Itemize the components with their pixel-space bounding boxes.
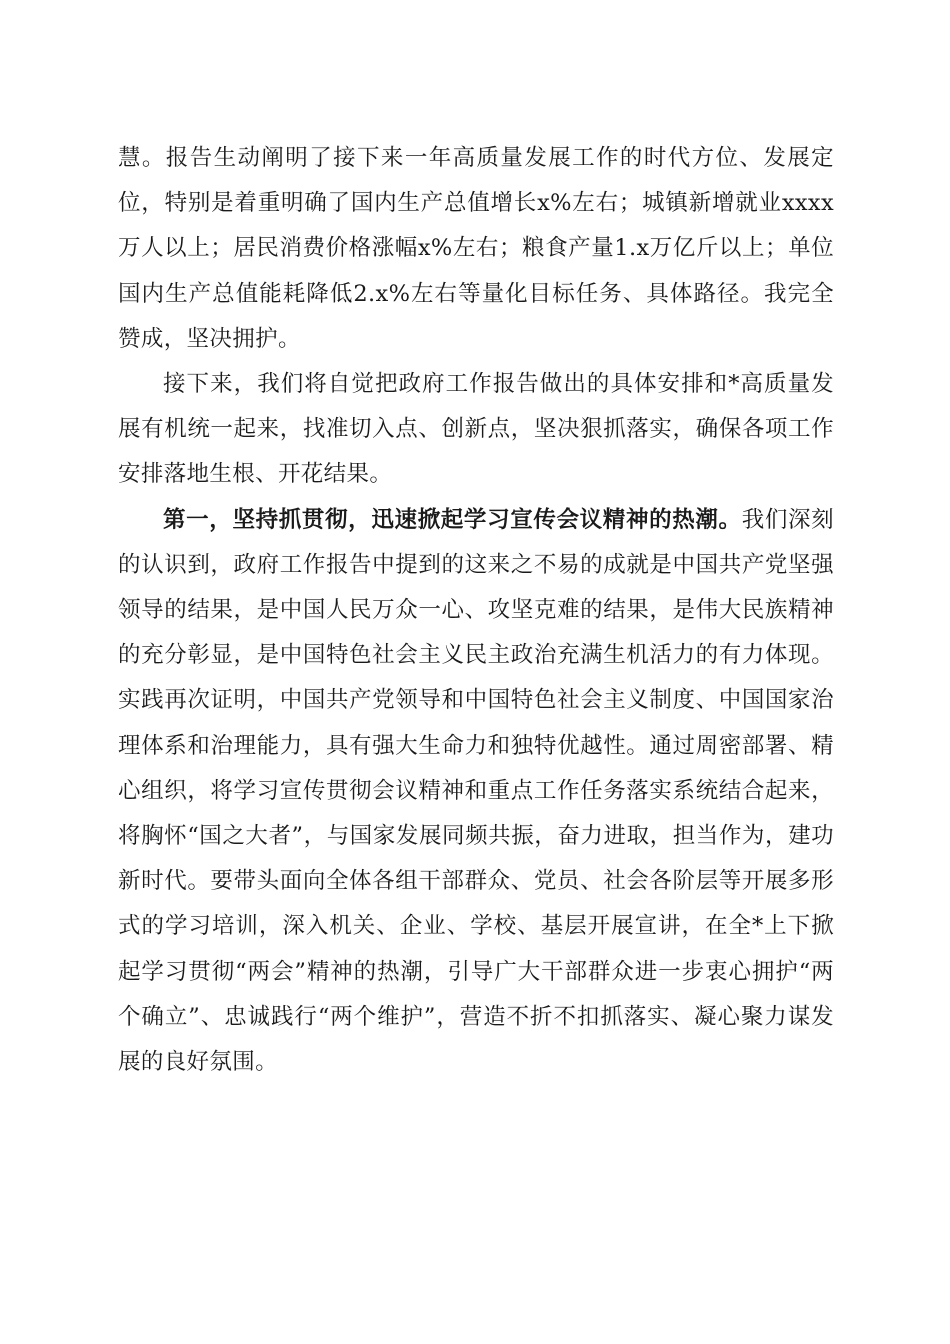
paragraph-first-point xyxy=(118,498,834,1086)
paragraph-lead-heading: 第一，坚持抓贯彻，迅速掀起学习宣传会议精神的热潮。 xyxy=(163,506,742,533)
paragraph-next-steps xyxy=(118,362,834,498)
paragraph-text: 慧。报告生动阐明了接下来一年高质量发展工作的时代方位、发展定位，特别是着重明确了国内生产总值增长x%左右；城镇新增就业xxxx万人以上；居民消费价格涨幅x%左右；粮食产量1.x万亿斤以上；单位国内生产总值能耗降低2.x%左右等量化目标任务、具体路径。我完全赞成，坚决拥护。 xyxy=(118,145,834,352)
paragraph-continuation xyxy=(118,136,834,362)
paragraph-text: 我们深刻的认识到，政府工作报告中提到的这来之不易的成就是中国共产党坚强领导的结果，是中国人民万众一心、攻坚克难的结果，是伟大民族精神的充分彰显，是中国特色社会主义民主政治充满生机活力的有力体现。实践再次证明，中国共产党领导和中国特色社会主义制度、中国国家治理体系和治理能力，具有强大生命力和独特优越性。通过周密部署、精心组织，将学习宣传贯彻会议精神和重点工作任务落实系统结合起来，将胸怀“国之大者”，与国家发展同频共振，奋力进取，担当作为，建功新时代。要带头面向全体各组干部群众、党员、社会各阶层等开展多形式的学习培训，深入机关、企业、学校、基层开展宣讲，在全*上下掀起学习贯彻“两会”精神的热潮，引导广大干部群众进一步衷心拥护“两个确立”、忠诚践行“两个维护”，营造不折不扣抓落实、凝心聚力谋发展的良好氛围。 xyxy=(118,506,834,1076)
paragraph-text: 接下来，我们将自觉把政府工作报告做出的具体安排和*高质量发展有机统一起来，找准切入点、创新点，坚决狠抓落实，确保各项工作安排落地生根、开花结果。 xyxy=(118,371,834,488)
document-body xyxy=(118,136,834,1085)
